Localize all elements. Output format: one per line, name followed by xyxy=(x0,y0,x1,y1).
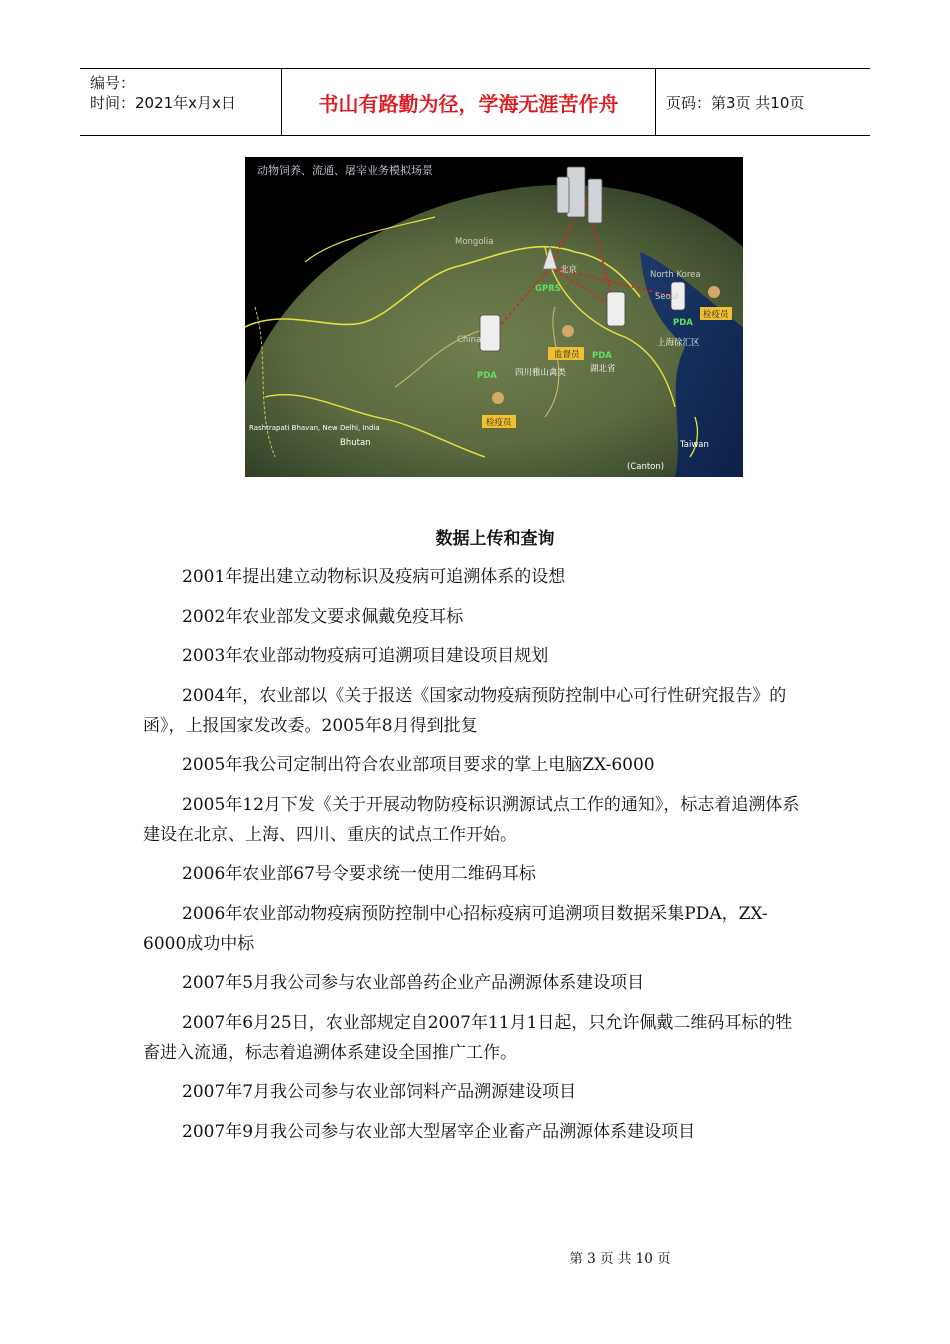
label-taiwan: Taiwan xyxy=(680,440,709,450)
paragraph: 2007年5月我公司参与农业部兽药企业产品溯源体系建设项目 xyxy=(182,973,645,993)
paragraph: 2007年7月我公司参与农业部饲料产品溯源建设项目 xyxy=(182,1082,577,1102)
time-label: 时间：2021年x月x日 xyxy=(90,94,236,112)
label-shanghai: 上海徐汇区 xyxy=(657,338,700,348)
label-china: China xyxy=(457,335,482,345)
map-illustration xyxy=(245,157,743,477)
paragraph: 2004年，农业部以《关于报送《国家动物疫病预防控制中心可行性研究报告》的函》，上报国家发改委。2005年8月得到批复 xyxy=(143,685,787,736)
page-header xyxy=(80,68,870,136)
paragraph: 2003年农业部动物疫病可追溯项目建设项目规划 xyxy=(182,646,549,666)
label-canton: (Canton) xyxy=(627,462,665,472)
label-pda-right: PDA xyxy=(673,318,693,328)
label-inspector-left: 检疫员 xyxy=(486,418,512,428)
label-sichuan: 四川雅山禽类 xyxy=(515,368,567,378)
label-mongolia: Mongolia xyxy=(455,237,494,247)
paragraph: 2005年12月下发《关于开展动物防疫标识溯源试点工作的通知》，标志着追溯体系建设在北京、上海、四川、重庆的试点工作开始。 xyxy=(143,794,800,845)
paragraph: 2005年我公司定制出符合农业部项目要求的掌上电脑ZX-6000 xyxy=(182,755,655,775)
number-label: 编号： xyxy=(90,74,136,92)
label-pda-left: PDA xyxy=(477,371,497,381)
label-seoul: Seoul xyxy=(655,292,679,302)
section-title: 数据上传和查询 xyxy=(435,529,555,549)
document-body xyxy=(143,562,808,1156)
satellite-map-figure xyxy=(245,157,743,477)
label-pda-mid: PDA xyxy=(592,351,612,361)
label-inspector-right: 检疫员 xyxy=(703,310,729,320)
map-caption: 动物饲养、流通、屠宰业务模拟场景 xyxy=(257,164,433,177)
paragraph: 2002年农业部发文要求佩戴免疫耳标 xyxy=(182,606,464,627)
header-page-number: 页码：第3页 共10页 xyxy=(666,93,805,112)
paragraph: 2007年6月25日，农业部规定自2007年11月1日起，只允许佩戴二维码耳标的牲畜进入流通，标志着追溯体系建设全国推广工作。 xyxy=(143,1012,793,1063)
label-bhutan: Bhutan xyxy=(340,438,371,448)
header-motto: 书山有路勤为径，学海无涯苦作舟 xyxy=(282,69,656,135)
paragraph: 2006年农业部67号令要求统一使用二维码耳标 xyxy=(182,864,536,884)
label-korea: North Korea xyxy=(650,270,701,280)
label-hubei: 湖北省 xyxy=(590,364,616,374)
label-gprs: GPRS xyxy=(535,284,561,294)
paragraph: 2006年农业部动物疫病预防控制中心招标疫病可追溯项目数据采集PDA，ZX-6000成功中标 xyxy=(143,903,768,954)
label-supervisor: 监督员 xyxy=(554,350,580,360)
paragraph: 2001年提出建立动物标识及疫病可追溯体系的设想 xyxy=(182,567,566,587)
paragraph: 2007年9月我公司参与农业部大型屠宰企业畜产品溯源体系建设项目 xyxy=(182,1121,696,1142)
label-rashtrapati: Rashtrapati Bhavan, New Delhi, India xyxy=(249,424,380,432)
header-meta xyxy=(80,69,282,135)
page-footer: 第 3 页 共 10 页 xyxy=(569,1251,671,1267)
label-beijing: 北京 xyxy=(560,265,578,275)
